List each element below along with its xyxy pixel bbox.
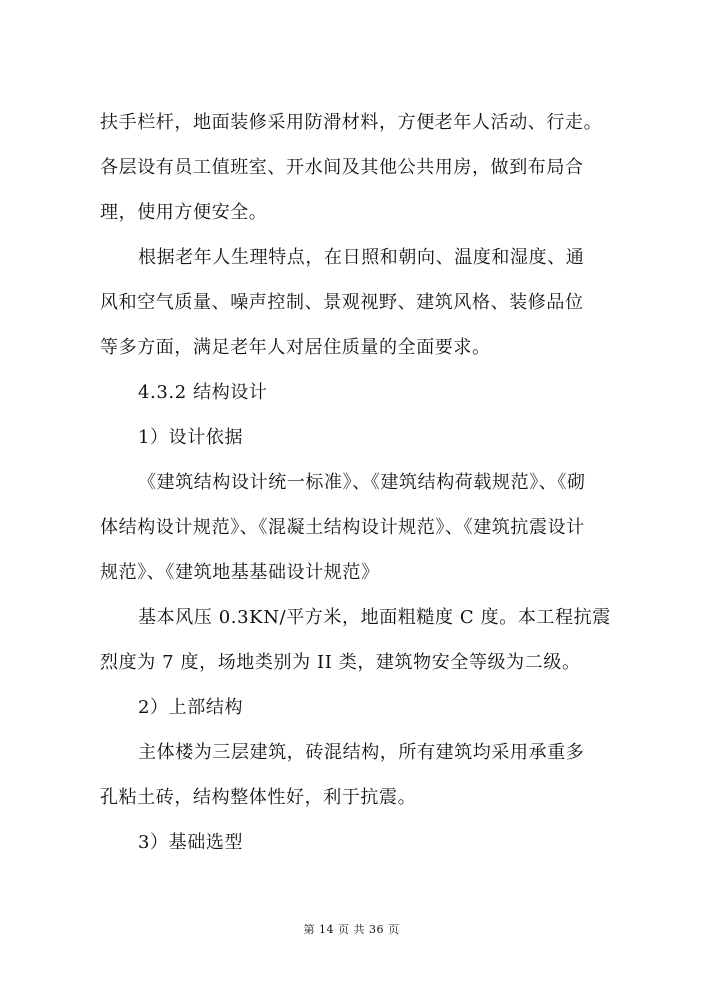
page-number-footer: 第 14 页 共 36 页 (303, 923, 400, 936)
body-line-11: 规范》、《建筑地基基础设计规范》 (100, 562, 380, 583)
body-line-2: 各层设有员工值班室、开水间及其他公共用房，做到布局合 (100, 157, 584, 178)
subheading-superstructure: 2）上部结构 (138, 697, 244, 718)
body-line-1: 扶手栏杆，地面装修采用防滑材料，方便老年人活动、行走。 (100, 112, 603, 133)
body-line-13: 烈度为 7 度，场地类别为 II 类，建筑物安全等级为二级。 (100, 652, 581, 673)
body-line-12: 基本风压 0.3KN/平方米，地面粗糙度 C 度。本工程抗震 (138, 607, 611, 628)
subheading-design-basis: 1）设计依据 (138, 427, 244, 448)
section-heading-4-3-2: 4.3.2 结构设计 (138, 382, 268, 403)
body-line-3: 理，使用方便安全。 (100, 202, 268, 223)
body-line-16: 孔粘土砖，结构整体性好，利于抗震。 (100, 787, 417, 808)
body-line-10: 体结构设计规范》、《混凝土结构设计规范》、《建筑抗震设计 (100, 517, 585, 538)
body-line-15: 主体楼为三层建筑，砖混结构，所有建筑均采用承重多 (138, 742, 585, 763)
subheading-foundation-type: 3）基础选型 (138, 832, 244, 853)
body-line-4: 根据老年人生理特点，在日照和朝向、温度和湿度、通 (138, 247, 585, 268)
body-line-9: 《建筑结构设计统一标准》、《建筑结构荷载规范》、《砌 (138, 472, 586, 493)
body-line-6: 等多方面，满足老年人对居住质量的全面要求。 (100, 337, 491, 358)
body-line-5: 风和空气质量、噪声控制、景观视野、建筑风格、装修品位 (100, 292, 584, 313)
